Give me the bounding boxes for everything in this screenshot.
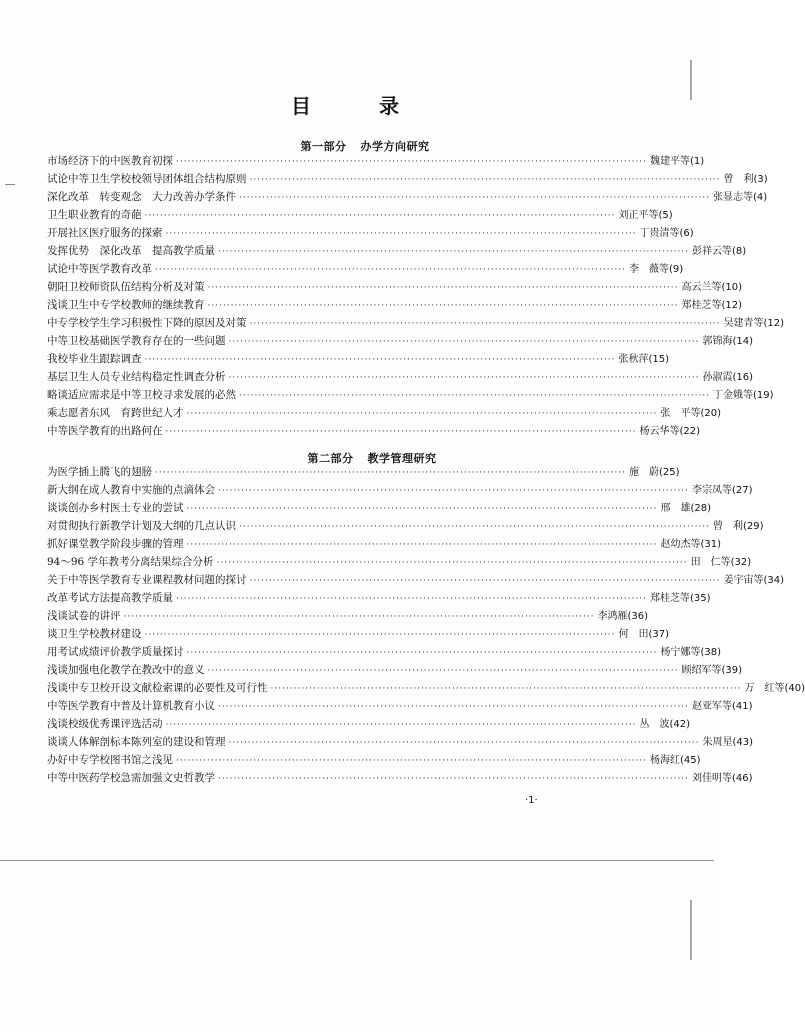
toc-entry xyxy=(47,751,701,769)
toc-entry xyxy=(47,224,694,242)
page-number: ·1· xyxy=(525,795,538,806)
toc-entry-title: 略谈适应需求是中等卫校寻求发展的必然 xyxy=(47,389,236,401)
toc-entry-leader: ·························································································································· xyxy=(186,409,658,419)
toc-entry-leader: ·························································································································· xyxy=(207,301,679,311)
toc-entry-title: 中专学校学生学习积极性下降的原因及对策 xyxy=(47,317,247,329)
toc-entry-author-page: 孙淑霞(16) xyxy=(702,372,754,383)
toc-entry-title: 浅谈试卷的讲评 xyxy=(47,610,121,622)
toc-entry xyxy=(47,386,774,404)
toc-entry xyxy=(47,715,691,733)
toc-entry-author-page: 杨云华等(22) xyxy=(639,426,701,437)
toc-entry xyxy=(47,517,764,535)
toc-entry-leader: ·························································································································· xyxy=(239,522,711,532)
toc-entry xyxy=(47,463,680,481)
toc-entry-leader: ·························································································································· xyxy=(165,229,637,239)
toc-entry xyxy=(47,332,754,350)
toc-entry-title: 办好中专学校图书馆之浅见 xyxy=(47,754,173,766)
toc-entry xyxy=(47,571,785,589)
toc-entry-title: 卫生职业教育的奇葩 xyxy=(47,209,142,221)
toc-entry-title: 新大纲在成人教育中实施的点滴体会 xyxy=(47,484,215,496)
toc-entry-leader: ·························································································································· xyxy=(176,594,648,604)
toc-entry xyxy=(47,260,684,278)
toc-entry-author-page: 赵幼杰等(31) xyxy=(660,539,722,550)
toc-entry-leader: ·························································································································· xyxy=(249,319,721,329)
toc-entry-author-page: 张秋萍(15) xyxy=(618,354,670,365)
toc-entry-author-page: 朱周星(43) xyxy=(702,737,754,748)
toc-entry-leader: ·························································································································· xyxy=(176,756,648,766)
toc-entry-author-page: 郭锦海(14) xyxy=(702,336,754,347)
toc-entry xyxy=(47,733,754,751)
toc-entry-leader: ·························································································································· xyxy=(186,648,658,658)
toc-entry-title: 浅谈加强电化教学在教改中的意义 xyxy=(47,664,205,676)
toc-entry-title: 发挥优势 深化改革 提高教学质量 xyxy=(47,245,215,257)
toc-entry-author-page: 刘佳明等(46) xyxy=(692,773,753,784)
part2-heading-name: 教学管理研究 xyxy=(367,452,437,465)
toc-entry-leader: ·························································································································· xyxy=(186,504,658,514)
toc-entry-author-page: 张显志等(4) xyxy=(713,192,768,203)
toc-entry-author-page: 曾 利(29) xyxy=(713,521,764,532)
toc-entry xyxy=(47,188,768,206)
toc-entry xyxy=(47,535,722,553)
part2-toc-list xyxy=(47,463,805,787)
toc-entry-leader: ·························································································································· xyxy=(249,576,721,586)
toc-entry-author-page: 丁贵清等(6) xyxy=(639,228,694,239)
toc-entry-author-page: 郑桂芝等(12) xyxy=(681,300,743,311)
toc-entry xyxy=(47,350,670,368)
toc-entry-leader: ·························································································································· xyxy=(207,283,679,293)
toc-entry xyxy=(47,368,754,386)
toc-entry-author-page: 赵亚军等(41) xyxy=(692,701,753,712)
toc-entry-leader: ·························································································································· xyxy=(207,666,679,676)
toc-entry-title: 中等医学教育中普及计算机教育小议 xyxy=(47,700,215,712)
toc-entry-author-page: 邢 雄(28) xyxy=(660,503,712,514)
toc-entry-author-page: 郑桂芝等(35) xyxy=(650,593,711,604)
toc-entry-title: 深化改革 转变观念 大力改善办学条件 xyxy=(47,191,236,203)
toc-entry-title: 谈谈创办乡村医士专业的尝试 xyxy=(47,502,184,514)
toc-entry-leader: ·························································································································· xyxy=(218,702,690,712)
part1-heading-number: 第一部分 xyxy=(300,140,347,153)
toc-entry-author-page: 杨宁娜等(38) xyxy=(660,647,722,658)
toc-entry-title: 开展社区医疗服务的探索 xyxy=(47,227,163,239)
toc-entry-author-page: 顾绍军等(39) xyxy=(681,665,743,676)
toc-entry-title: 谈卫生学校教材建设 xyxy=(47,628,142,640)
toc-entry xyxy=(47,152,705,170)
toc-entry-leader: ·························································································································· xyxy=(176,157,648,167)
toc-entry-leader: ·························································································································· xyxy=(228,373,700,383)
scan-edge-speck xyxy=(690,60,692,100)
toc-entry-leader: ·························································································································· xyxy=(228,738,700,748)
toc-entry-author-page: 魏建平等(1) xyxy=(650,156,705,167)
toc-entry-author-page: 田 仁等(32) xyxy=(690,557,752,568)
part1-toc-list xyxy=(47,152,785,440)
scan-divider-line xyxy=(0,860,714,861)
toc-entry-title: 浅谈卫生中专学校教师的继续教育 xyxy=(47,299,205,311)
toc-entry-title: 中等卫校基础医学教育存在的一些问题 xyxy=(47,335,226,347)
toc-entry xyxy=(47,607,649,625)
toc-entry xyxy=(47,679,805,697)
part2-heading-number: 第二部分 xyxy=(307,452,354,465)
toc-entry-author-page: 张 平等(20) xyxy=(660,408,722,419)
toc-entry-title: 朝阳卫校师资队伍结构分析及对策 xyxy=(47,281,205,293)
toc-entry-author-page: 彭祥云等(8) xyxy=(692,246,747,257)
toc-entry xyxy=(47,242,747,260)
toc-entry-title: 中等中医药学校急需加强文史哲教学 xyxy=(47,772,215,784)
toc-entry-leader: ·························································································································· xyxy=(218,247,690,257)
toc-entry xyxy=(47,661,743,679)
toc-entry-author-page: 刘正平等(5) xyxy=(618,210,673,221)
toc-entry-title: 我校毕业生跟踪调查 xyxy=(47,353,142,365)
toc-entry-title: 中等医学教育的出路何在 xyxy=(47,425,163,437)
toc-entry-leader: ·························································································································· xyxy=(165,720,637,730)
toc-entry-title: 用考试成绩评价教学质量探讨 xyxy=(47,646,184,658)
toc-entry xyxy=(47,643,722,661)
toc-entry-leader: ·························································································································· xyxy=(155,265,627,275)
toc-entry-author-page: 丁金娥等(19) xyxy=(713,390,774,401)
toc-entry-leader: ·························································································································· xyxy=(218,774,690,784)
toc-entry-title: 试论中等医学教育改革 xyxy=(47,263,152,275)
toc-entry xyxy=(47,404,722,422)
toc-entry-author-page: 何 田(37) xyxy=(618,629,670,640)
toc-entry-title: 对贯彻执行新教学计划及大纲的几点认识 xyxy=(47,520,236,532)
toc-entry xyxy=(47,589,711,607)
toc-entry-leader: ·························································································································· xyxy=(239,193,711,203)
toc-entry-title: 为医学插上腾飞的翅膀 xyxy=(47,466,152,478)
toc-entry-author-page: 姜宇宙等(34) xyxy=(723,575,785,586)
toc-entry-author-page: 吴建青等(12) xyxy=(723,318,785,329)
toc-entry-title: 抓好课堂教学阶段步骤的管理 xyxy=(47,538,184,550)
toc-entry-leader: ·························································································································· xyxy=(216,558,688,568)
page-title: 目 录 xyxy=(291,94,423,118)
scan-edge-speck xyxy=(690,900,692,960)
toc-entry xyxy=(47,170,768,188)
toc-entry xyxy=(47,481,753,499)
toc-entry-title: 关于中等医学教育专业课程教材问题的探讨 xyxy=(47,574,247,586)
toc-entry xyxy=(47,499,712,517)
toc-entry-title: 94～96 学年教考分离结果综合分析 xyxy=(47,556,214,568)
toc-entry-leader: ·························································································································· xyxy=(239,391,711,401)
toc-entry-author-page: 李宗凤等(27) xyxy=(692,485,753,496)
toc-entry-author-page: 杨海红(45) xyxy=(650,755,701,766)
toc-entry-author-page: 李鸿雁(36) xyxy=(597,611,649,622)
toc-entry-author-page: 高云兰等(10) xyxy=(681,282,743,293)
toc-entry-title: 改革考试方法提高教学质量 xyxy=(47,592,173,604)
toc-entry-leader: ·························································································································· xyxy=(218,486,690,496)
toc-entry-title: 浅谈中专卫校开设文献检索课的必要性及可行性 xyxy=(47,682,268,694)
toc-entry xyxy=(47,296,743,314)
toc-entry-title: 乘志愿者东风 育跨世纪人才 xyxy=(47,407,184,419)
toc-entry-author-page: 丛 波(42) xyxy=(639,719,691,730)
toc-entry-leader: ·························································································································· xyxy=(186,540,658,550)
toc-entry-leader: ·························································································································· xyxy=(165,427,637,437)
toc-entry xyxy=(47,278,743,296)
toc-entry xyxy=(47,422,701,440)
toc-entry-title: 试论中等卫生学校校领导团体组合结构原则 xyxy=(47,173,247,185)
toc-entry-leader: ·························································································································· xyxy=(144,630,616,640)
part1-heading-name: 办学方向研究 xyxy=(360,140,430,153)
toc-entry-leader: ·························································································································· xyxy=(270,684,742,694)
toc-entry-author-page: 李 薇等(9) xyxy=(629,264,684,275)
toc-entry-title: 浅谈校级优秀课评选活动 xyxy=(47,718,163,730)
toc-entry xyxy=(47,553,752,571)
toc-entry xyxy=(47,206,673,224)
toc-entry-leader: ·························································································································· xyxy=(155,468,627,478)
toc-entry-leader: ·························································································································· xyxy=(123,612,595,622)
toc-entry xyxy=(47,769,753,787)
toc-entry-author-page: 万 红等(40) xyxy=(744,683,805,694)
toc-entry xyxy=(47,697,753,715)
toc-entry-leader: ·························································································································· xyxy=(228,337,700,347)
toc-entry-title: 基层卫生人员专业结构稳定性调查分析 xyxy=(47,371,226,383)
toc-entry-leader: ·························································································································· xyxy=(144,211,616,221)
toc-entry-leader: ·························································································································· xyxy=(144,355,616,365)
toc-entry-title: 谈谈人体解剖标本陈列室的建设和管理 xyxy=(47,736,226,748)
toc-entry-title: 市场经济下的中医教育初探 xyxy=(47,155,173,167)
toc-entry-author-page: 曾 利(3) xyxy=(723,174,768,185)
toc-entry-author-page: 施 蔚(25) xyxy=(629,467,680,478)
toc-entry xyxy=(47,314,785,332)
toc-entry-leader: ·························································································································· xyxy=(249,175,721,185)
scan-margin-mark xyxy=(5,184,15,185)
toc-entry xyxy=(47,625,670,643)
